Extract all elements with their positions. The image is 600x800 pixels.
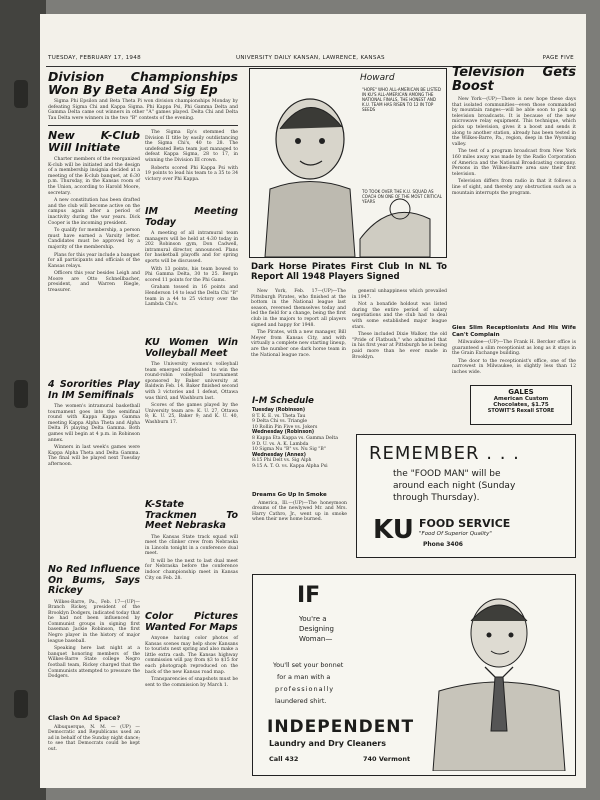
television-body: New York—(UP)—There is new hope these days that isolated communities—even those commanded by mountain ranges—will be able soon to pick up television broadcasts. It is because of the new microwave relay equipment. This technique, which picks up television, gives it a boost and sends it along to another station, already has been tested in the Wilkes-Barre, Pa., region, deep in the Wyoming valley.: [452, 97, 576, 147]
gales-title: GALES: [508, 388, 534, 396]
food-line3: through Thursday).: [393, 493, 480, 503]
im-line: 9:15 A. T. O. vs. Kappa Alpha Psi: [252, 463, 328, 469]
gies-headline: Gies Slim Receptionists And His Wife Can't Complain: [452, 325, 576, 338]
divider: [48, 125, 238, 126]
color-headline: Color Pictures Wanted For Maps: [145, 611, 238, 633]
binding-ring: [14, 690, 28, 718]
gales-line1: American Custom: [493, 396, 549, 402]
dreams-headline: Dreams Go Up In Smoke: [252, 492, 327, 498]
food-tagline: "Food Of Superior Quality": [419, 531, 492, 537]
kclub-body: Charter members of the reorganized K-club will be initiated and the design of a membership insignia decided at a meeting of the K-club banquet, at 6:30 p.m. Thursday, in the Kansas room of the Union, according to Harold Moore, secretary.: [48, 157, 140, 196]
masthead-paper: UNIVERSITY DAILY KANSAN, LAWRENCE, KANSAS: [236, 55, 385, 61]
sororities-headline: 4 Sororities Play In IM Semifinals: [48, 379, 140, 401]
sigma-phi-story: The Sigma Ep's stemmed the Division II title by easily outdistancing the Sigma Chi's, 40 to 28. The undefeated Beta team just managed to defeat Kappa Sigma, 28 to 17, in winning the Division III crown. Roberts scored Phi Kappa Psi with 19 points to lead his team to a 35 to 34 victory over Phi Kappa.: [145, 130, 238, 182]
laundry-line4: You'll set your bonnet: [273, 661, 344, 669]
food-remember: REMEMBER . . .: [369, 443, 520, 464]
im-tuesday-label: Tuesday (Robinson): [252, 408, 306, 413]
demo-story: [48, 715, 140, 754]
im-schedule-headline: I-M Schedule: [252, 396, 314, 406]
pirates-body-col2: general unhappiness which prevailed in 1947. Not a bonafide holdout was listed during the entire period of salary negotiations and the club had to deal with some established major league stars. These included Dixie Walker, the old "Pride of Flatbush," who admitted that in his first year at Pittsburgh he is being paid more than he ever made in Brooklyn.: [352, 289, 447, 360]
laundry-line7: laundered shirt.: [275, 697, 327, 705]
color-story: Color Pictures Wanted For Maps Anyone having color photos of Kansas scenes may help show Kansans to tourists next spring and also make a little extra cash. The Kansas highway commission will pay from $3 to $15 for each photograph reproduced on the back of the new Kansas road map. Transparencies of snapshots must be sent to the commission by March 1.: [145, 611, 238, 688]
laundry-if: IF: [297, 583, 321, 608]
kclub-headline: New K-Club Will Initiate: [48, 129, 140, 154]
pirates-body: New York, Feb. 17—(UP)—The Pittsburgh Pirates, who finished at the bottom in the National league last season, reversed themselves today and led the field for a change, being the first club in the majors to report all players signed and happy for 1948.: [251, 289, 346, 328]
im-annex-label: Wednesday (Annex): [252, 452, 306, 458]
laundry-line5: for a man with a: [277, 673, 331, 681]
gies-story: Gies Slim Receptionists And His Wife Can't Complain Milwaukee—(UP)—The Frank H. Bercker office is guaranteed a slim receptionist as long as it stays in the Grain Exchange building. The door to the receptionist's office, one of the narrowest in Milwaukee, is slightly less than 12 inches wide.: [452, 325, 576, 375]
sigma-phi-body: The Sigma Ep's stemmed the Division II title by easily outdistancing the Sigma Chi's, 40 to 28. The undefeated Beta team just managed to defeat Kappa Sigma, 28 to 17, in winning the Division III crown.: [145, 130, 238, 163]
im-line: 9 Delta Chi vs. Triangle: [252, 419, 308, 425]
division-headline: Division Championships Won By Beta And Sig Ep: [48, 69, 238, 97]
im-meeting-headline: IM Meeting Today: [145, 206, 238, 228]
kstate-story: K-State Trackmen To Meet Nebraska The Kansas State track squad will meet the clinker crew from Nebraska in Lincoln tonight in a conference dual meet. It will be the next to last dual meet for Nebraska before the conference indoor championship meet in Kansas City on Feb. 28.: [145, 499, 238, 581]
laundry-name: INDEPENDENT: [267, 717, 415, 737]
pirates-headline: Dark Horse Pirates First Club In NL To Report All 1948 Players Signed: [251, 262, 447, 282]
kstate-headline: K-State Trackmen To Meet Nebraska: [145, 499, 238, 531]
im-meeting-story: IM Meeting Today A meeting of all intramural team managers will be held at 4:30 today in 202 Robinson gym, Don Cadwell, intramural director, announced. Plans for basketball playoffs and for spring sports will be discussed. With 13 points, his team bowed to Phi Gamma Delta, 30 to 25. Bergin scored 11 points for the Phi Gams. Graham tossed in 16 points and Henderson 14 to lead the Delta Chi "B" team in a 44 to 25 victory over the Lambda Chi's.: [145, 206, 238, 308]
television-story: Television Gets Boost New York—(UP)—There is new hope these days that isolated communities—even those commanded by mountain ranges—will be able soon to pick up television broadcasts. It is because of the new microwave relay equipment. This technique, which picks up television, gives it a boost and sends it along to another station, already has been tested in the Wilkes-Barre, Pa., region, deep in the Wyoming valley. The test of a program broadcast from New York 160 miles away was made by the Radio Corporation of America and the National Broadcasting company. Persons in the Wilkes-Barre area saw their first television. Television differs from radio in that it follows a line of sight, and thereby any obstruction such as a mountain interrupts the program.: [452, 65, 576, 196]
food-service: FOOD SERVICE: [419, 517, 511, 530]
laundry-call: Call 432: [269, 755, 299, 763]
demo-headline: Clash On Ad Space?: [48, 714, 121, 722]
cartoon-caption-bottom: TO TOOK OVER THE K.U. SQUAD AS COACH ON ONE OF THE MOST CRITICAL YEARS: [362, 189, 442, 204]
laundry-line6: professionally: [275, 685, 335, 693]
laundry-address: 740 Vermont: [363, 755, 411, 763]
sororities-body: The women's intramural basketball tournament goes into the semifinal round with Kappa Kappa Gamma meeting Kappa Alpha Theta and Alpha Delta Pi playing Delta Gamma. Both games will begin at 4 p.m. in Robinson annex.: [48, 404, 140, 443]
binding-ring: [14, 380, 28, 408]
volleyball-body: The University women's volleyball team emerged undefeated to win the round-robin volleyball tournament sponsored by Baker university at Baldwin Feb. 14. Baker finished second with 3 victories and 1 defeat, Ottawa was third, and Washburn last.: [145, 362, 238, 401]
negro-headline: No Red Influence On Bums, Says Rickey: [48, 564, 140, 596]
cartoon-signature: Howard: [360, 73, 395, 83]
food-line2: around each night (Sunday: [393, 481, 516, 491]
laundry-line3: Woman—: [299, 635, 333, 643]
gales-line2: Chocolates, $1.75: [493, 402, 549, 408]
im-line: 10 Sigma Nu "B" vs. Nu Sig "B": [252, 447, 326, 453]
food-phone: Phone 3406: [423, 541, 463, 548]
television-headline: Television Gets Boost: [452, 65, 576, 94]
food-logo: KU: [373, 515, 414, 545]
gies-body: Milwaukee—(UP)—The Frank H. Bercker office is guaranteed a slim receptionist as long as it stays in the Grain Exchange building.: [452, 340, 576, 357]
dreams-body: America, Ill.—(UP)—The honeymoon dreams of the newlywed Mr. and Mrs. Harry Cathro, Jr., went up in smoke when their new home burned.: [252, 500, 347, 523]
food-line1: the "FOOD MAN" will be: [393, 469, 501, 479]
im-line: 8 Kappa Eta Kappa vs. Gamma Delta: [252, 435, 338, 441]
laundry-ad: [252, 574, 576, 776]
dreams-story: [252, 492, 347, 525]
demo-body: Albuquerque, N. M. — (UP) — Democratic and Republicans used an ad in behalf of the Sunday night dance; to see that Democrats could be kept out.: [48, 724, 140, 752]
sports-cartoon: [249, 68, 447, 258]
im-schedule: [252, 396, 347, 470]
laundry-line1: You're a: [299, 615, 327, 623]
negro-story: No Red Influence On Bums, Says Rickey Wilkes-Barre, Pa., Feb. 17—(UP)—Branch Rickey, president of the Brooklyn Dodgers, indicated today that he had not been influenced by Communist groups in signing first baseman Jackie Robinson, the first Negro player in the history of major league baseball. Speaking here last night at a banquet honoring members of the Wilkes-Barre State college Negro football team, Rickey charged that the Communists attempted to pressure the Dodgers.: [48, 564, 140, 680]
im-wednesday-label: Wednesday (Robinson): [252, 430, 315, 436]
volleyball-story: KU Women Win Volleyball Meet The University women's volleyball team emerged undefeated to win the round-robin volleyball tournament sponsored by Baker university at Baldwin Feb. 14. Baker finished second with 3 victories and 1 defeat, Ottawa was third, and Washburn last. Scores of the games played by the University team are: K. U. 27, Ottawa 8; K. U. 25, Baker 9; and K. U. 40, Washburn 17.: [145, 337, 238, 425]
gales-line3: STOWIT'S Rexall STORE: [487, 408, 555, 414]
kstate-body: The Kansas State track squad will meet the clinker crew from Nebraska in Lincoln tonight in a conference dual meet.: [145, 534, 238, 557]
im-line: 8 T. K. E. vs. Theta Tau: [252, 413, 306, 419]
pirates-body-col: New York, Feb. 17—(UP)—The Pittsburgh Pirates, who finished at the bottom in the National league last season, reversed themselves today and led the field for a change, being the first club in the majors to report all players signed and happy for 1948. The Pirates, with a new manager, Bill Meyer from Kansas City, and with virtually a complete new starting lineup, are the number one dark horse team in the National league race.: [251, 289, 346, 358]
binding-ring: [14, 80, 28, 108]
masthead-page: PAGE FIVE: [542, 55, 574, 61]
ku-food-ad: [356, 434, 576, 558]
im-meeting-body: A meeting of all intramural team managers will be held at 4:30 today in 202 Robinson gym, Don Cadwell, intramural director, announced. Plans for basketball playoffs and for spring sports will be discussed.: [145, 231, 238, 264]
im-line: 10 Rollin Pin Five vs. Jokers: [252, 424, 318, 430]
im-line: 8:15 Phi Delt vs. Sig Alph: [252, 458, 312, 464]
im-line: 9 D. U. vs. A. K. Lambda: [252, 441, 309, 447]
color-body: Anyone having color photos of Kansas scenes may help show Kansans to tourists next spring and also make a little extra cash. The Kansas highway commission will pay from $3 to $15 for each photograph reproduced on the back of the new Kansas road map.: [145, 636, 238, 675]
laundry-illustration: [429, 581, 569, 771]
volleyball-headline: KU Women Win Volleyball Meet: [145, 337, 238, 359]
gales-ad: [470, 385, 572, 425]
laundry-line2: Designing: [299, 625, 334, 633]
kclub-story: New K-Club Will Initiate Charter members of the reorganized K-club will be initiated and the design of a membership insignia decided at a meeting of the K-club banquet, at 6:30 p.m. Thursday, in the Kansas room of the Union, according to Harold Moore, secretary. A new constitution has been drafted and the club will become active on the campus again after a period of inactivity during the war years. Dick Cooper is the incoming president. To qualify for membership, a person must have earned a Varsity letter. Candidates must be approved by a majority of the membership. Plans for this year include a banquet for all participants and officials of the Kansas relays. Officers this year besides Leigh and Moore are Otto Schnellbacher, president, and Warren Riegle, treasurer.: [48, 129, 140, 294]
division-story: [48, 70, 238, 123]
negro-body: Wilkes-Barre, Pa., Feb. 17—(UP)—Branch Rickey, president of the Brooklyn Dodgers, indicated today that he had not been influenced by Communist groups in signing first baseman Jackie Robinson, the first Negro player in the history of major league baseball.: [48, 599, 140, 644]
sororities-story: 4 Sororities Play In IM Semifinals The women's intramural basketball tournament goes into the semifinal round with Kappa Kappa Gamma meeting Kappa Alpha Theta and Alpha Delta Pi playing Delta Gamma. Both games will begin at 4 p.m. in Robinson annex. Winners in last week's games were Kappa Alpha Theta and Delta Gamma. The final will be played next Tuesday afternoon.: [48, 379, 140, 467]
laundry-sub: Laundry and Dry Cleaners: [269, 739, 387, 748]
pirates-story: [251, 262, 447, 285]
division-body: Sigma Phi Epsilon and Beta Theta Pi won division championships Monday by defeating Sigma Chi and Kappa Sigma. Phi Kappa Psi, Phi Gamma Delta and Gamma Delta came out winners in other "A" games played. Delta Chi and Delta Tau Delta were winners in the two "B" contests of the evening.: [48, 99, 238, 121]
cartoon-caption-top: "HOPE" WHO ALL-AMERICAN BE LISTED IN KU'S ALL-AMERICAN AMONG THE NATIONAL FINALS, THE HONEST AND K.U. TEAM HAS RISEN TO 12 IN TOP SEEDS: [362, 87, 441, 112]
masthead-date: TUESDAY, FEBRUARY 17, 1948: [48, 55, 141, 61]
